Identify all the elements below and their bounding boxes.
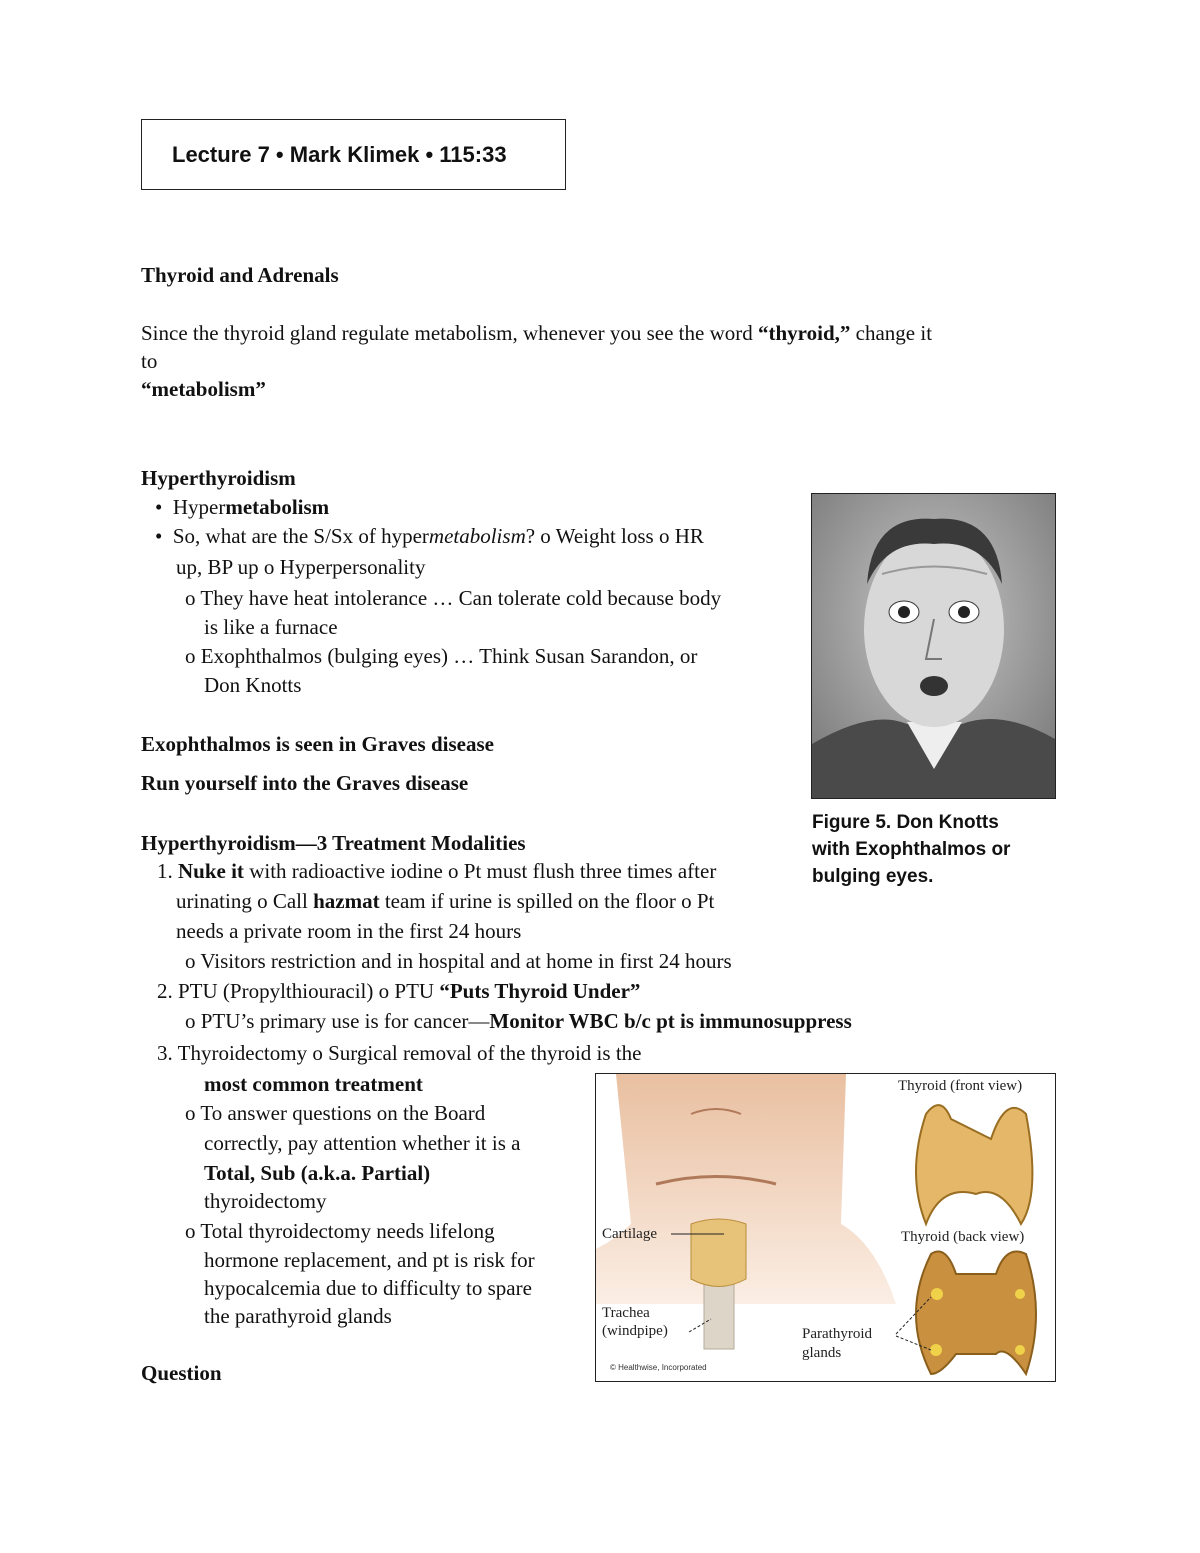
number: 1. bbox=[157, 859, 173, 883]
label-trachea: Trachea bbox=[602, 1305, 650, 1321]
text: Thyroidectomy o Surgical removal of the thyroid is the bbox=[177, 1041, 642, 1065]
figure5-caption-line: Figure 5. Don Knotts bbox=[812, 812, 999, 833]
text: metabolism bbox=[225, 495, 330, 519]
treatment-1-cont: needs a private room in the first 24 hours bbox=[176, 919, 522, 943]
figure5-caption-line: with Exophthalmos or bbox=[812, 839, 1011, 860]
treatment-3-sub-cont: the parathyroid glands bbox=[204, 1304, 392, 1328]
sub-bullet-cont: is like a furnace bbox=[204, 615, 338, 639]
treatment-3-sub-cont: Total, Sub (a.k.a. Partial) bbox=[204, 1161, 431, 1185]
treatment-3-sub: o To answer questions on the Board bbox=[185, 1101, 486, 1125]
section-title: Thyroid and Adrenals bbox=[141, 263, 339, 287]
text: urinating o Call bbox=[176, 889, 314, 913]
graves-line-1: Exophthalmos is seen in Graves disease bbox=[141, 732, 494, 756]
text: “thyroid,” bbox=[758, 321, 851, 345]
intro-line-3: “metabolism” bbox=[141, 377, 266, 401]
portrait-image bbox=[812, 494, 1055, 798]
text: PTU (Propylthiouracil) o PTU bbox=[178, 979, 440, 1003]
treatment-3-cont: most common treatment bbox=[204, 1072, 423, 1096]
treatment-3-sub: o Total thyroidectomy needs lifelong bbox=[185, 1219, 495, 1243]
text: Nuke it bbox=[178, 859, 244, 883]
treatment-3-sub-cont: hypocalcemia due to difficulty to spare bbox=[204, 1276, 532, 1300]
treatment-1 bbox=[157, 858, 716, 884]
text: So, what are the S/Sx of hyper bbox=[172, 524, 429, 548]
treatment-3-sub-cont: hormone replacement, and pt is risk for bbox=[204, 1248, 535, 1272]
number: 3. bbox=[157, 1041, 173, 1065]
treatment-3-sub-cont: correctly, pay attention whether it is a bbox=[204, 1131, 521, 1155]
figure5-caption-line: bulging eyes. bbox=[812, 866, 934, 887]
treatment-3-sub-cont: thyroidectomy bbox=[204, 1189, 327, 1213]
bullet-1: • Hypermetabolism bbox=[155, 495, 330, 519]
label-parathyroid: Parathyroid bbox=[802, 1326, 872, 1342]
label-thyroid-back: Thyroid (back view) bbox=[901, 1229, 1025, 1245]
text: change it bbox=[850, 321, 933, 345]
text: Monitor WBC b/c pt is immunosuppress bbox=[489, 1009, 852, 1033]
treatment-2-sub bbox=[185, 1008, 852, 1034]
text: hazmat bbox=[313, 889, 380, 913]
graves-line-2: Run yourself into the Graves disease bbox=[141, 771, 469, 795]
text: o PTU’s primary use is for cancer— bbox=[185, 1009, 490, 1033]
bullet-2-cont: up, BP up o Hyperpersonality bbox=[176, 555, 426, 579]
text: metabolism bbox=[428, 524, 526, 548]
label-glands: glands bbox=[802, 1345, 842, 1361]
hyper-heading: Hyperthyroidism bbox=[141, 466, 296, 490]
thyroid-anatomy-figure bbox=[595, 1073, 1056, 1382]
don-knotts-photo bbox=[811, 493, 1056, 799]
lecture-header-box bbox=[141, 119, 566, 190]
treatment-heading: Hyperthyroidism—3 Treatment Modalities bbox=[141, 831, 526, 855]
text: Hyper bbox=[172, 495, 226, 519]
figure-credit: © Healthwise, Incorporated bbox=[610, 1363, 707, 1372]
treatment-1-sub: o Visitors restriction and in hospital and at home in first 24 hours bbox=[185, 949, 732, 973]
text: ? o Weight loss o HR bbox=[525, 524, 704, 548]
text: “Puts Thyroid Under” bbox=[439, 979, 641, 1003]
intro-line-2: to bbox=[141, 349, 158, 373]
text: Since the thyroid gland regulate metabolism, whenever you see the word bbox=[141, 321, 758, 345]
text: team if urine is spilled on the floor o Pt bbox=[379, 889, 715, 913]
bullet-2: • So, what are the S/Sx of hypermetabolism? o Weight loss o HR bbox=[155, 524, 704, 548]
intro-line-1 bbox=[141, 320, 932, 346]
label-thyroid-front: Thyroid (front view) bbox=[898, 1078, 1023, 1094]
text: with radioactive iodine o Pt must flush three times after bbox=[243, 859, 717, 883]
label-cartilage: Cartilage bbox=[602, 1226, 657, 1242]
treatment-1-cont bbox=[176, 888, 714, 914]
sub-bullet: o Exophthalmos (bulging eyes) … Think Susan Sarandon, or bbox=[185, 644, 698, 668]
sub-bullet: o They have heat intolerance … Can tolerate cold because body bbox=[185, 586, 722, 610]
treatment-3 bbox=[157, 1040, 641, 1066]
question-heading: Question bbox=[141, 1361, 222, 1385]
sub-bullet-cont: Don Knotts bbox=[204, 673, 302, 697]
lecture-header: Lecture 7 • Mark Klimek • 115:33 bbox=[172, 142, 507, 167]
label-windpipe: (windpipe) bbox=[602, 1323, 668, 1339]
treatment-2 bbox=[157, 978, 640, 1004]
number: 2. bbox=[157, 979, 173, 1003]
